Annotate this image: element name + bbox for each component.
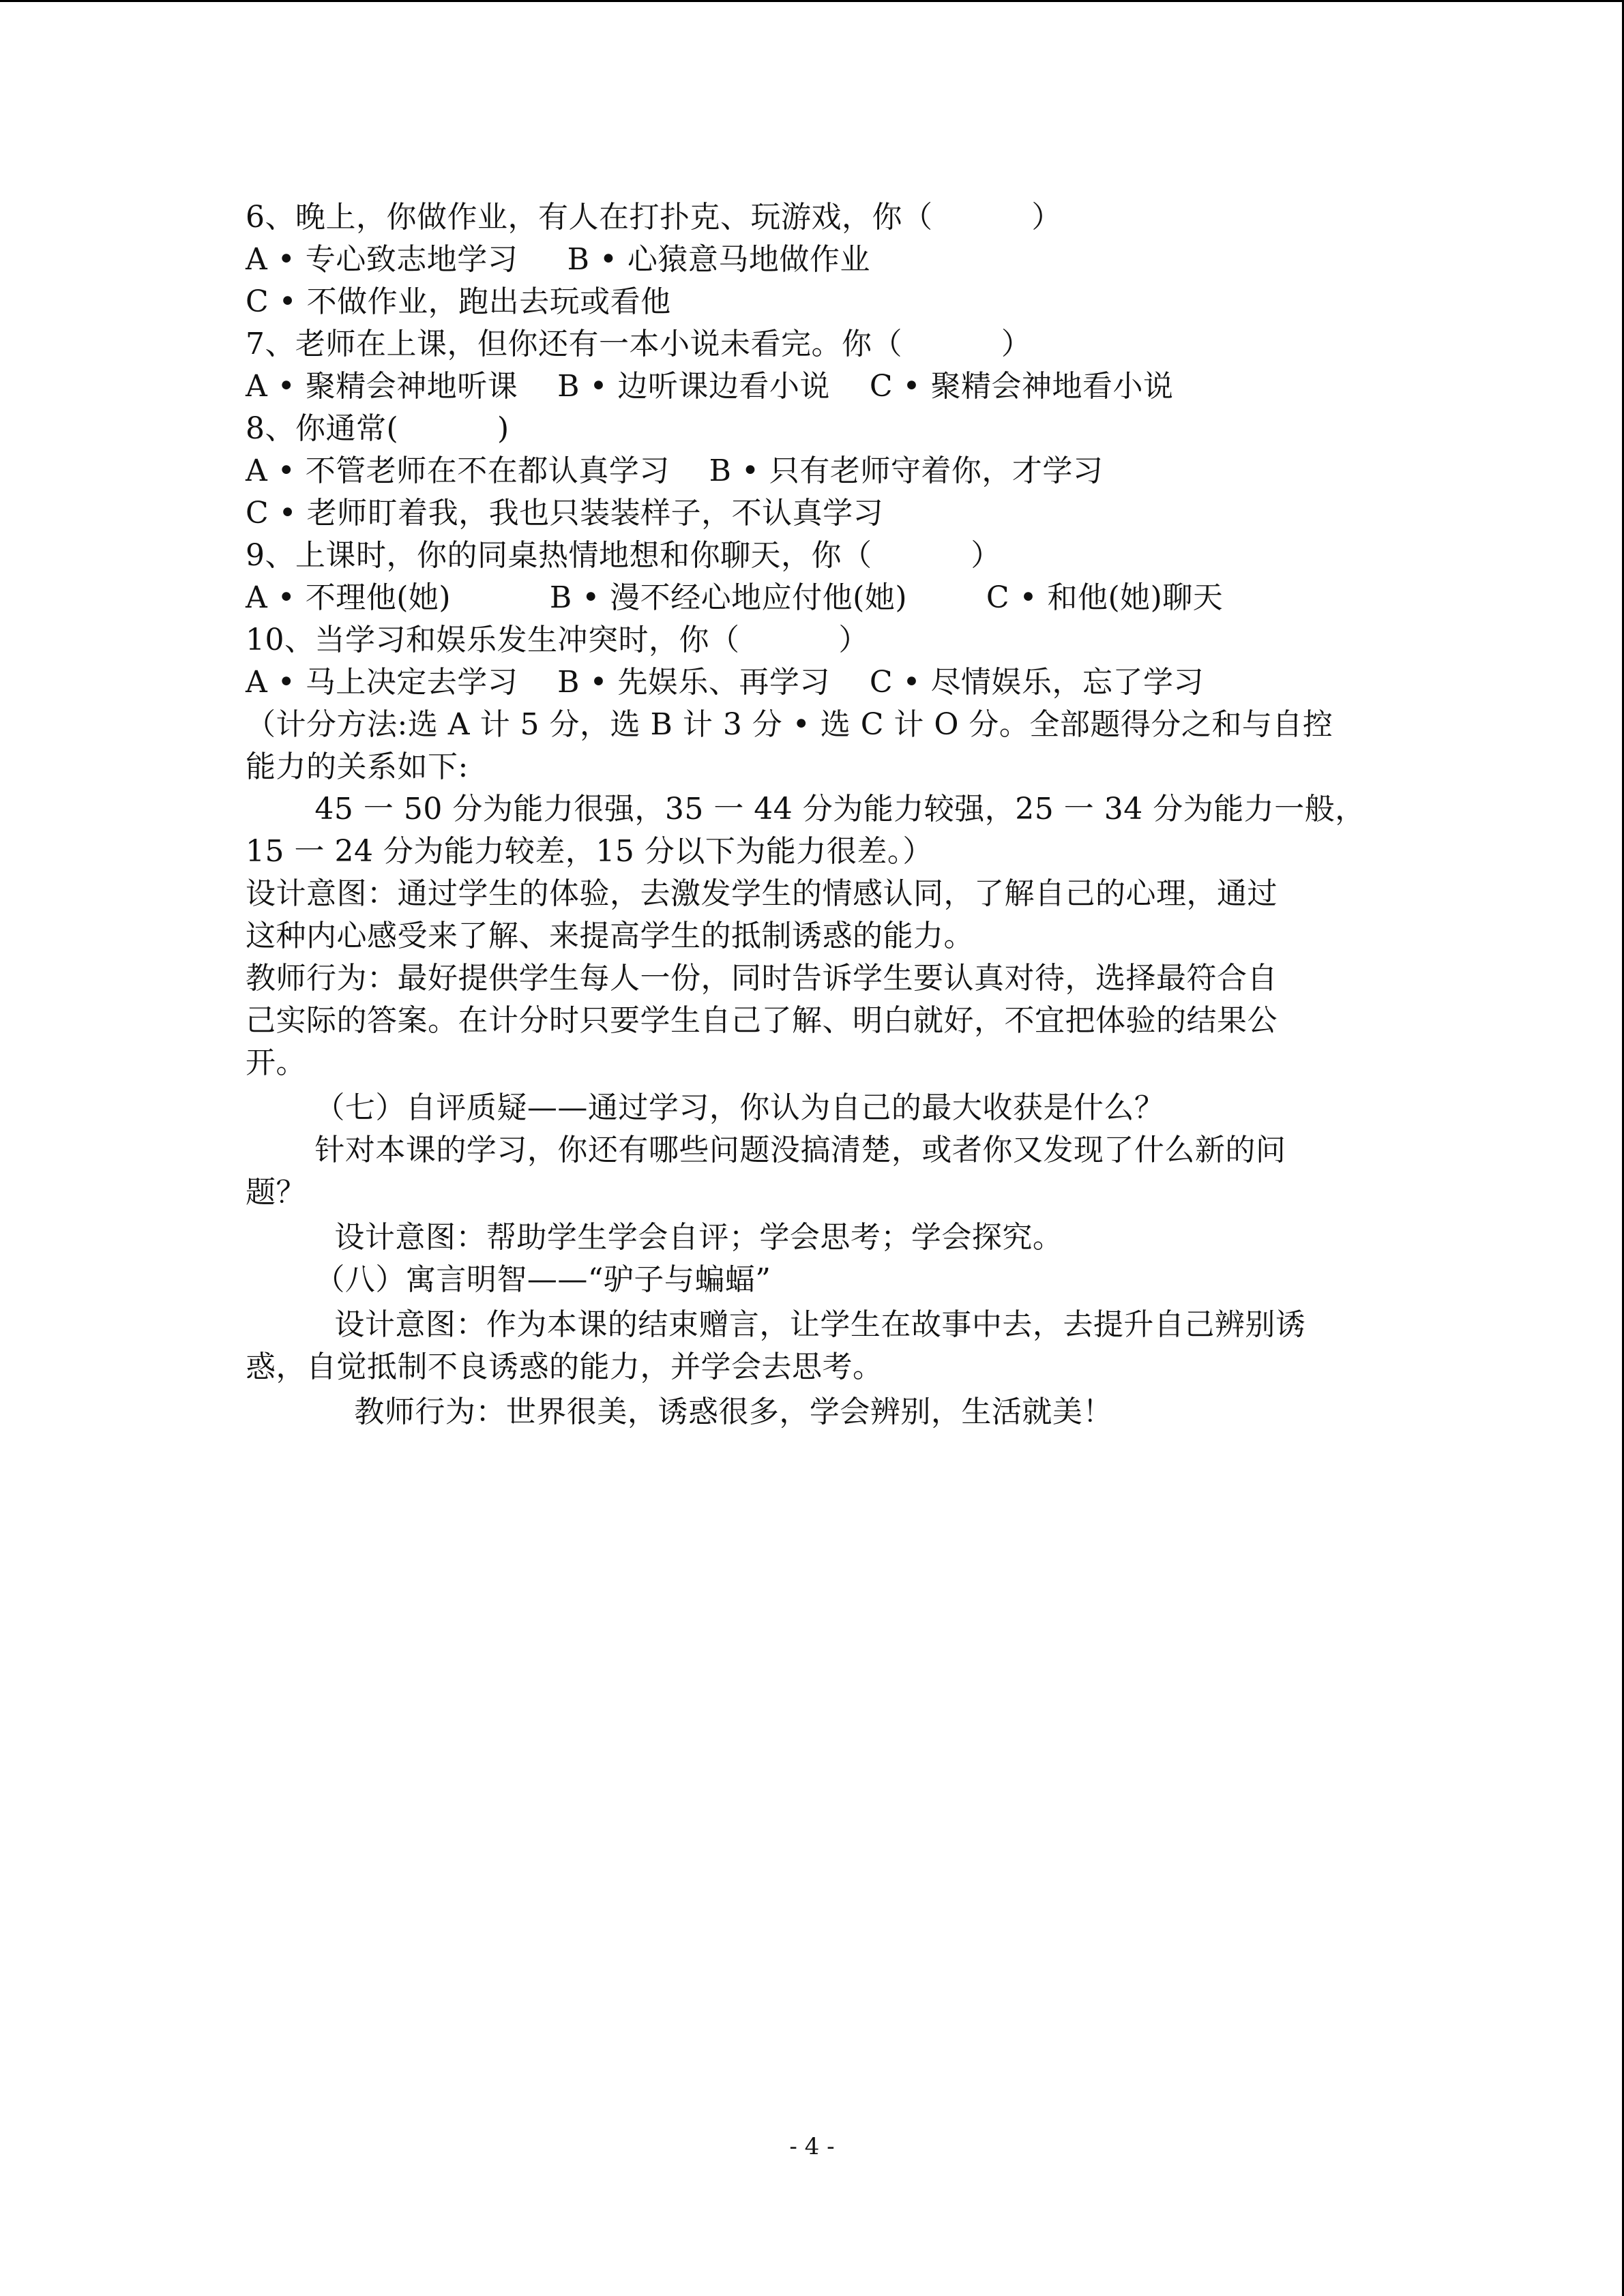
teacher-behavior-line-3: 开。 [246,1045,306,1080]
section-8-teacher-behavior: 教师行为：世界很美，诱惑很多，学会辨别，生活就美！ [246,1395,1113,1429]
question-10: 10、当学习和娱乐发生冲突时，你（ ） [246,623,869,657]
scoring-method-line-2: 能力的关系如下: [246,749,469,784]
question-7: 7、老师在上课，但你还有一本小说未看完。你（ ） [246,327,1032,361]
question-8: 8、你通常( ) [246,411,510,446]
teacher-behavior-line-1: 教师行为：最好提供学生每人一份，同时告诉学生要认真对待，选择最符合自 [246,961,1278,996]
question-9: 9、上课时，你的同桌热情地想和你聊天，你（ ） [246,538,1001,573]
scoring-method-line-1: （计分方法:选 A 计 5 分，选 B 计 3 分 • 选 C 计 O 分。全部题得分之和与自控 [246,707,1333,742]
section-7-question-line-2: 题？ [246,1175,306,1210]
question-9-options: A • 不理他(她) B • 漫不经心地应付他(她) C • 和他(她)聊天 [246,580,1224,615]
section-8-design-intent-line-1: 设计意图：作为本课的结束赠言，让学生在故事中去，去提升自己辨别诱 [246,1307,1306,1342]
teacher-behavior-line-2: 己实际的答案。在计分时只要学生自己了解、明白就好，不宜把体验的结果公 [246,1003,1278,1038]
section-7-heading: （七）自评质疑——通过学习，你认为自己的最大收获是什么？ [246,1090,1165,1125]
question-8-option-c: C • 老师盯着我，我也只装装样子，不认真学习 [246,496,884,531]
question-7-options: A • 聚精会神地听课 B • 边听课边看小说 C • 聚精会神地看小说 [246,369,1174,404]
design-intent-line-2: 这种内心感受来了解、来提高学生的抵制诱惑的能力。 [246,919,974,953]
question-6-options-ab: A • 专心致志地学习 B • 心猿意马地做作业 [246,242,870,277]
question-10-options: A • 马上决定去学习 B • 先娱乐、再学习 C • 尽情娱乐，忘了学习 [246,665,1204,700]
section-8-design-intent-line-2: 惑，自觉抵制不良诱惑的能力，并学会去思考。 [246,1350,883,1384]
section-7-design-intent: 设计意图：帮助学生学会自评；学会思考；学会探究。 [246,1220,1063,1255]
score-ranges-line-2: 15 一 24 分为能力较差，15 分以下为能力很差。） [246,834,933,869]
page-number: - 4 - [789,2133,835,2160]
section-8-heading: （八）寓言明智——“驴子与蝙蝠” [246,1262,771,1297]
score-ranges-line-1: 45 一 50 分为能力很强，35 一 44 分为能力较强，25 一 34 分为能力一般， [246,792,1365,826]
design-intent-line-1: 设计意图：通过学生的体验，去激发学生的情感认同，了解自己的心理，通过 [246,876,1278,911]
document-body [246,196,1378,1433]
question-6: 6、晚上，你做作业，有人在打扑克、玩游戏，你（ ） [246,200,1062,235]
question-6-option-c: C • 不做作业，跑出去玩或看他 [246,284,671,319]
section-7-question-line-1: 针对本课的学习，你还有哪些问题没搞清楚，或者你又发现了什么新的问 [246,1133,1286,1167]
question-8-options-ab: A • 不管老师在不在都认真学习 B • 只有老师守着你，才学习 [246,453,1104,488]
